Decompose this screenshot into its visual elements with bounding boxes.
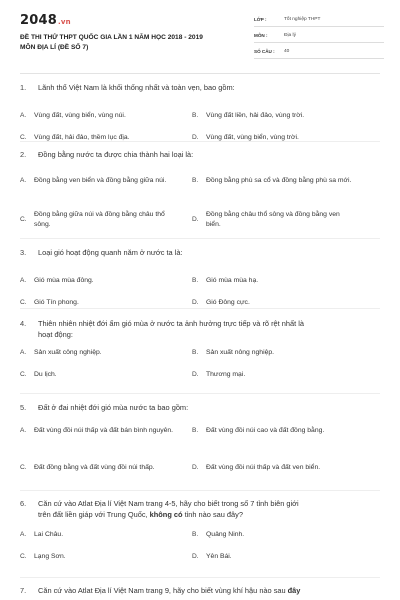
option-letter: C. [20,553,27,560]
option-a[interactable] [20,530,182,540]
option-letter: C. [20,464,27,471]
option-letter: B. [192,427,199,434]
question-text: Đất ở đai nhiệt đới gió mùa nước ta bao gồm: [38,403,189,412]
option-text: Quảng Ninh. [206,531,245,538]
option-d[interactable] [192,370,354,380]
option-text: Đất vùng đồi núi cao và đất đồng bằng. [206,427,325,434]
option-text: Đồng bằng châu thổ sông và đồng bằng ven biển. [206,211,340,228]
options [20,413,380,493]
option-letter: A. [20,277,27,284]
meta-value: Tốt nghiệp THPT [284,17,321,22]
question-4 [20,318,380,390]
question-stem [20,82,380,93]
option-letter: A. [20,112,27,119]
question-text-line1: Căn cứ vào Atlat Địa lí Việt Nam trang 4-5, hãy cho biết trong số 7 tỉnh biên giới [38,499,299,508]
question-stem [20,402,380,413]
option-text: Đồng bằng giữa núi và đồng bằng châu thổ sông. [34,211,165,228]
option-letter: B. [192,349,199,356]
question-separator [20,577,380,578]
option-a[interactable] [20,176,174,186]
question-6 [20,498,380,570]
options [20,93,380,141]
question-number: 2. [20,150,27,159]
question-7 [20,585,380,596]
option-letter: A. [20,177,27,184]
question-text-line2: hoạt động: [38,330,73,339]
question-number: 6. [20,499,27,508]
option-b[interactable] [192,348,354,358]
option-text: Sản xuất công nghiệp. [34,349,102,356]
meta-key: MÔN : [254,33,268,38]
options [20,258,380,308]
question-separator [20,141,380,142]
question-text [38,498,380,520]
option-c[interactable] [20,210,174,230]
exam-header [0,0,400,70]
question-separator [20,490,380,491]
option-b[interactable] [192,176,356,186]
option-text: Đồng bằng phù sa cổ và đồng bằng phù sa mới. [206,177,352,184]
option-b[interactable] [192,530,354,540]
question-number: 7. [20,586,27,595]
option-a[interactable] [20,276,182,286]
meta-key: SỐ CÂU : [254,49,275,54]
option-c[interactable] [20,370,182,380]
question-stem [20,247,380,258]
option-text: Vùng đất, vùng biển, vùng núi. [34,112,126,119]
option-d[interactable] [192,552,354,562]
question-separator [20,238,380,239]
option-letter: B. [192,177,199,184]
option-letter: C. [20,216,27,223]
question-text [38,585,380,596]
question-text-pre: Căn cứ vào Atlat Địa lí Việt Nam trang 9, hãy cho biết vùng khí hậu nào sau [38,586,288,595]
option-letter: A. [20,427,27,434]
question-text-emphasis: đây [287,586,301,595]
question-number: 1. [20,83,27,92]
option-a[interactable] [20,111,182,121]
question-stem [20,318,380,340]
option-letter: A. [20,531,27,538]
question-3 [20,247,380,308]
option-text: Lạng Sơn. [34,553,66,560]
question-separator [20,393,380,394]
meta-key: LỚP : [254,17,267,22]
options [20,160,380,240]
exam-title-line2: MÔN ĐỊA LÍ (ĐỀ SỐ 7) [20,44,89,51]
option-letter: D. [192,299,199,306]
option-text: Thương mại. [206,371,246,378]
option-d[interactable] [192,463,356,473]
option-a[interactable] [20,426,174,436]
question-text-line2-pre: trên đất liền giáp với Trung Quốc, [38,510,150,519]
option-text: Gió Tín phong. [34,299,79,306]
option-d[interactable] [192,210,356,230]
option-text: Gió mùa mùa hạ. [206,277,259,284]
question-text-line2-post: tỉnh nào sau đây? [182,510,243,519]
option-b[interactable] [192,276,354,286]
option-letter: B. [192,112,199,119]
option-a[interactable] [20,348,182,358]
option-text: Vùng đất, vùng biển, vùng trời. [206,134,299,141]
question-5 [20,402,380,493]
question-stem [20,585,380,596]
question-1 [20,82,380,141]
option-letter: D. [192,371,199,378]
option-letter: D. [192,553,199,560]
option-c[interactable] [20,298,182,308]
options [20,340,380,390]
option-c[interactable] [20,463,174,473]
site-logo[interactable] [20,13,71,28]
logo-main: 2048 [20,13,57,28]
question-text: Lãnh thổ Việt Nam là khối thống nhất và toàn vẹn, bao gồm: [38,83,235,92]
logo-suffix: .vn [57,18,71,26]
option-text: Vùng đất liền, hải đảo, vùng trời. [206,112,305,119]
option-letter: D. [192,464,199,471]
options [20,520,380,570]
option-text: Gió mùa mùa đông. [34,277,94,284]
question-text: Loại gió hoạt động quanh năm ở nước ta là: [38,248,183,257]
meta-row-class [254,13,384,27]
question-number: 4. [20,319,27,328]
question-number: 3. [20,248,27,257]
option-letter: C. [20,299,27,306]
option-text: Gió Đông cực. [206,299,250,306]
question-text-line1: Thiên nhiên nhiệt đới ẩm gió mùa ở nước ta ảnh hưởng trực tiếp và rõ rệt nhất là [38,319,304,328]
option-b[interactable] [192,426,356,436]
option-text: Yên Bái. [206,553,232,560]
option-letter: C. [20,371,27,378]
exam-meta [254,13,384,61]
option-letter: C. [20,134,27,141]
header-divider [20,73,380,74]
meta-value: 40 [284,49,290,54]
option-text: Lai Châu. [34,531,64,538]
option-text: Đồng bằng ven biển và đồng bằng giữa núi. [34,177,167,184]
question-stem [20,149,380,160]
option-text: Đất vùng đồi núi thấp và đất bán bình nguyên. [34,427,174,434]
question-text [38,318,380,340]
option-text: Du lịch. [34,371,57,378]
question-stem [20,498,380,520]
meta-row-question-count [254,45,384,59]
question-text-emphasis: không có [149,510,183,519]
question-2 [20,149,380,240]
option-letter: B. [192,277,199,284]
option-d[interactable] [192,298,354,308]
option-text: Vùng đất, hải đảo, thềm lục địa. [34,134,130,141]
option-text: Đất đồng bằng và đất vùng đồi núi thấp. [34,464,155,471]
option-letter: D. [192,134,199,141]
option-text: Sản xuất nông nghiệp. [206,349,275,356]
question-text: Đồng bằng nước ta được chia thành hai loại là: [38,150,194,159]
exam-title [20,33,248,53]
question-separator [20,308,380,309]
option-letter: B. [192,531,199,538]
option-text: Đất vùng đồi núi thấp và đất ven biển. [206,464,321,471]
option-c[interactable] [20,552,182,562]
option-letter: A. [20,349,27,356]
meta-value: Địa lý [284,33,296,38]
question-number: 5. [20,403,27,412]
meta-row-subject [254,29,384,43]
option-letter: D. [192,216,199,223]
exam-title-line1: ĐỀ THI THỬ THPT QUỐC GIA LẦN 1 NĂM HỌC 2018 - 2019 [20,34,203,41]
option-b[interactable] [192,111,354,121]
